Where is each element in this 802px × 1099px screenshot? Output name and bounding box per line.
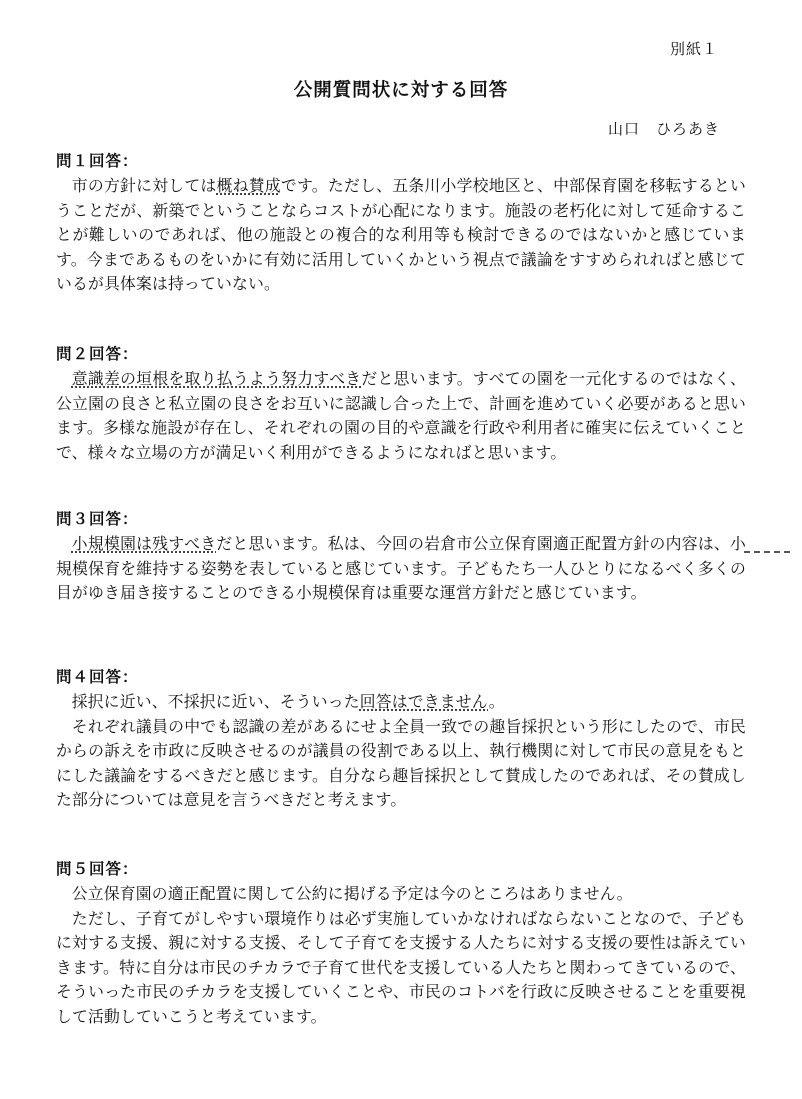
paragraph-text: ただし、子育てがしやすい環境作りは必ず実施していかなければならないことなので、子どもに対する支援、親に対する支援、そして子育てを支援する人たちに対する支援の要性は訴えていきます。特に自分は市民のチカラで子育て世代を支援している人たちと関わってきているので、そういった市民のチカラを支援していくことや、市民のコトバを行政に反映させることを重要視して活動していこうと考えています。 xyxy=(56,908,746,1026)
answer-paragraph xyxy=(56,532,746,606)
paragraph-text: 市の方針に対しては xyxy=(71,176,217,195)
answer-label: 問１回答： xyxy=(56,151,139,170)
answer-paragraph xyxy=(56,882,746,907)
answer-section-4 xyxy=(56,666,746,813)
scan-artifact-mark xyxy=(744,551,790,555)
paragraph-text: だと思います。私は、今回の岩倉市公立保育園適正配置方針の内容は、小規模保育を維持する姿勢を表していると感じています。子どもたち一人ひとりになるべく多くの目がゆき届き接することのできる小規模保育は重要な運営方針だと感じています。 xyxy=(56,534,746,603)
answer-section-5 xyxy=(56,858,746,1030)
underlined-text: 意識差の垣根を取り払うよう努力すべき xyxy=(71,369,362,388)
answer-label: 問５回答： xyxy=(56,859,139,878)
answer-paragraph xyxy=(56,715,746,813)
author-name: 山口 ひろあき xyxy=(607,120,720,138)
underlined-text: 小規模園は残すべき xyxy=(71,534,217,553)
answer-paragraph xyxy=(56,367,746,465)
answer-label: 問４回答： xyxy=(56,667,139,686)
attachment-label: 別紙１ xyxy=(669,40,718,58)
paragraph-text: 公立保育園の適正配置に関して公約に掲げる予定は今のところはありません。 xyxy=(71,884,633,903)
answer-paragraph xyxy=(56,907,746,1030)
answer-label: 問３回答： xyxy=(56,509,139,528)
underlined-text: 回答はできません xyxy=(359,692,489,711)
answer-section-3 xyxy=(56,508,746,606)
paragraph-text: だと思います。すべての園を一元化するのではなく、公立園の良さと私立園の良さをお互いに認識し合った上で、計画を進めていく必要があると思います。多様な施設が存在し、それぞれの園の目的や意識を行政や利用者に確実に伝えていくことで、様々な立場の方が満足いく利用ができるようになればと思います。 xyxy=(56,369,746,462)
answer-section-2 xyxy=(56,343,746,465)
answer-section-1 xyxy=(56,150,746,297)
paragraph-text: です。ただし、五条川小学校地区と、中部保育園を移転するということだが、新築でということならコストが心配になります。施設の老朽化に対して延命することが難しいのであれば、他の施設との複合的な利用等も検討できるのではないかと感じています。今まであるものをいかに有効に活用していくかという視点で議論をすすめられればと感じているが具体案は持っていない。 xyxy=(56,176,746,294)
document-title: 公開質問状に対する回答 xyxy=(293,80,509,101)
answer-label: 問２回答： xyxy=(56,344,139,363)
answer-paragraph xyxy=(56,690,746,715)
paragraph-text: それぞれ議員の中でも認識の差があるにせよ全員一致での趣旨採択という形にしたので、市民からの訴えを市政に反映させるのが議員の役割である以上、執行機関に対して市民の意見をもとにした議論をするべきだと感じます。自分なら趣旨採択として賛成したのであれば、その賛成した部分については意見を言うべきだと考えます。 xyxy=(56,716,746,810)
paragraph-text: 採択に近い、不採択に近い、そういった xyxy=(71,692,360,711)
answer-paragraph xyxy=(56,174,746,297)
paragraph-text: 。 xyxy=(488,692,505,711)
underlined-text: 概ね賛成 xyxy=(216,176,281,195)
